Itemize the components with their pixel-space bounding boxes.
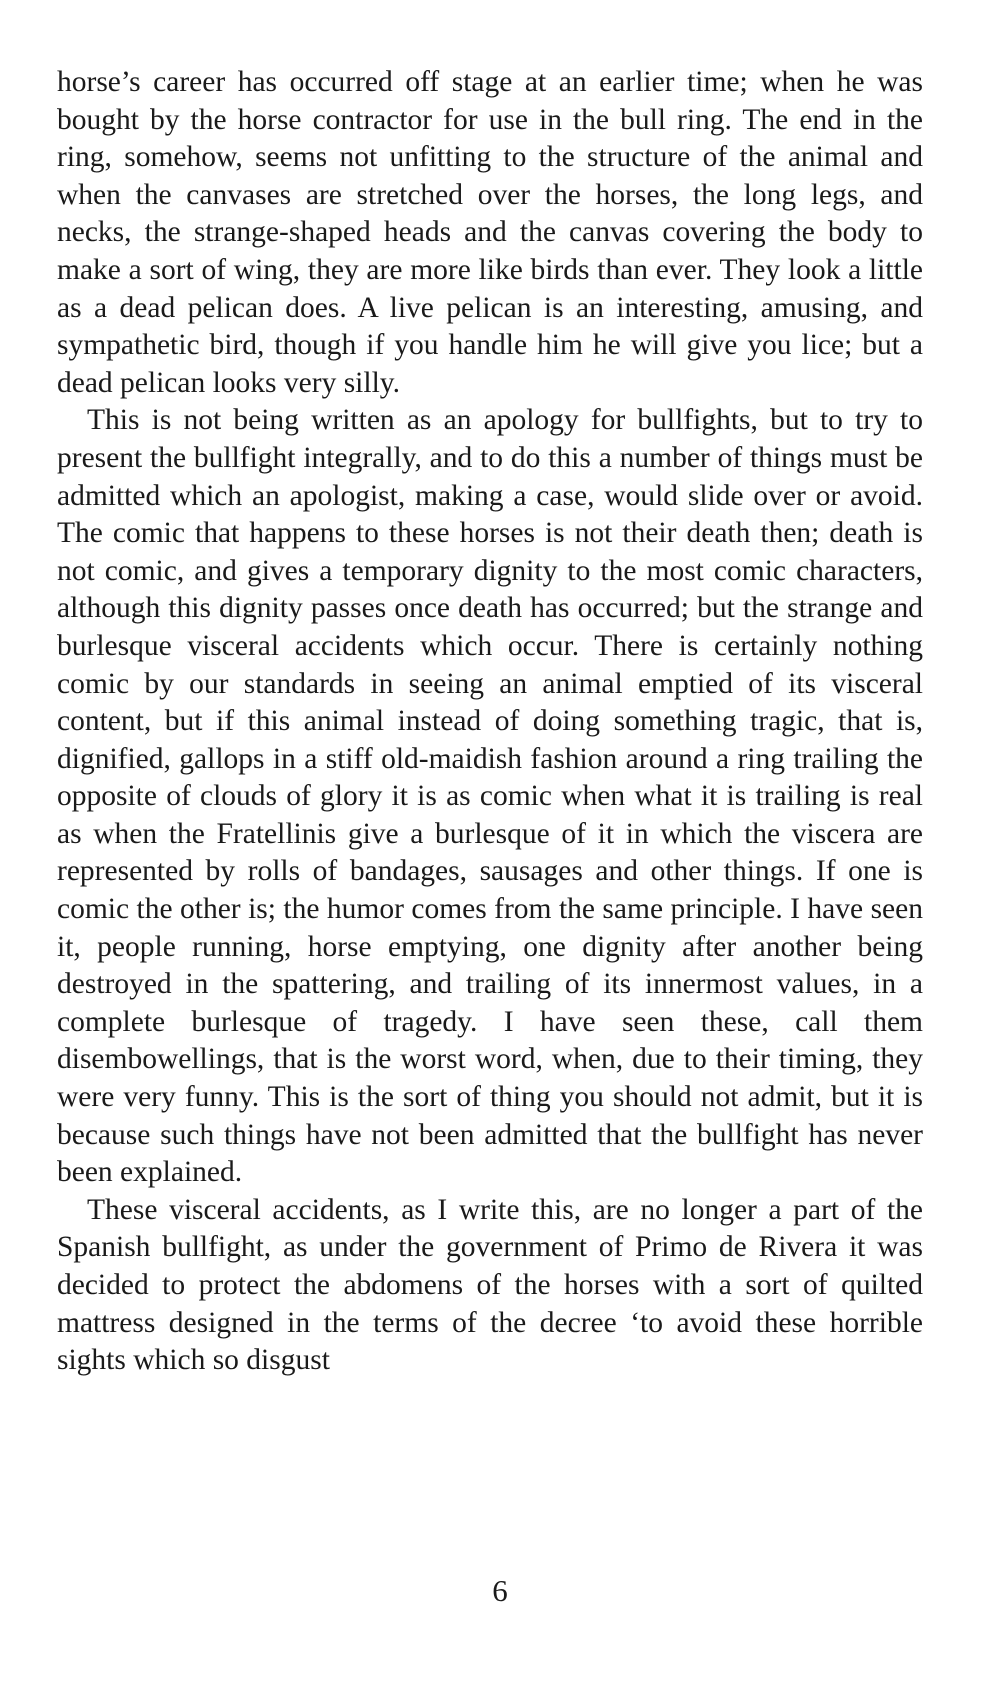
paragraph-apology: This is not being written as an apology for bullfights, but to try to present the bullfight integrally, and to do this a number of things must be admitted which an apologist, making a case, would slide over or avoid. The comic that happens to these horses is not their death then; death is not comic, and gives a temporary dignity to the most comic characters, although this dignity passes once death has occurred; but the strange and burlesque visceral accidents which occur. There is certainly nothing comic by our standards in seeing an animal emptied of its visceral content, but if this animal instead of doing something tragic, that is, dignified, gallops in a stiff old-maidish fashion around a ring trailing the opposite of clouds of glory it is as comic when what it is trailing is real as when the Fratellinis give a burlesque of it in which the viscera are represented by rolls of bandages, sausages and other things. If one is comic the other is; the humor comes from the same principle. I have seen it, people running, horse emptying, one dignity after another being destroyed in the spattering, and trailing of its innermost values, in a complete burlesque of tragedy. I have seen these, call them disembowellings, that is the worst word, when, due to their timing, they were very funny. This is the sort of thing you should not admit, but it is because such things have not been admitted that the bullfight has never been explained. bbox=[57, 404, 923, 1189]
page-number: 6 bbox=[492, 1573, 508, 1608]
paragraph-continued: horse’s career has occurred off stage at an earlier time; when he was bought by the horse contractor for use in the bull ring. The end in the ring, somehow, seems not unfitting to the structure of the animal and when the canvases are stretched over the horses, the long legs, and necks, the strange-shaped heads and the canvas covering the body to make a sort of wing, they are more like birds than ever. They look a little as a dead pelican does. A live pelican is an interesting, amusing, and sympathetic bird, though if you handle him he will give you lice; but a dead pelican looks very silly. bbox=[57, 66, 923, 399]
paragraph-visceral-accidents: These visceral accidents, as I write this, are no longer a part of the Spanish bullfight, as under the government of Primo de Rivera it was decided to protect the abdomens of the horses with a sort of quilted mattress designed in the terms of the decree ‘to avoid these horrible sights which so disgust bbox=[57, 1193, 923, 1377]
body-text bbox=[57, 64, 923, 1380]
